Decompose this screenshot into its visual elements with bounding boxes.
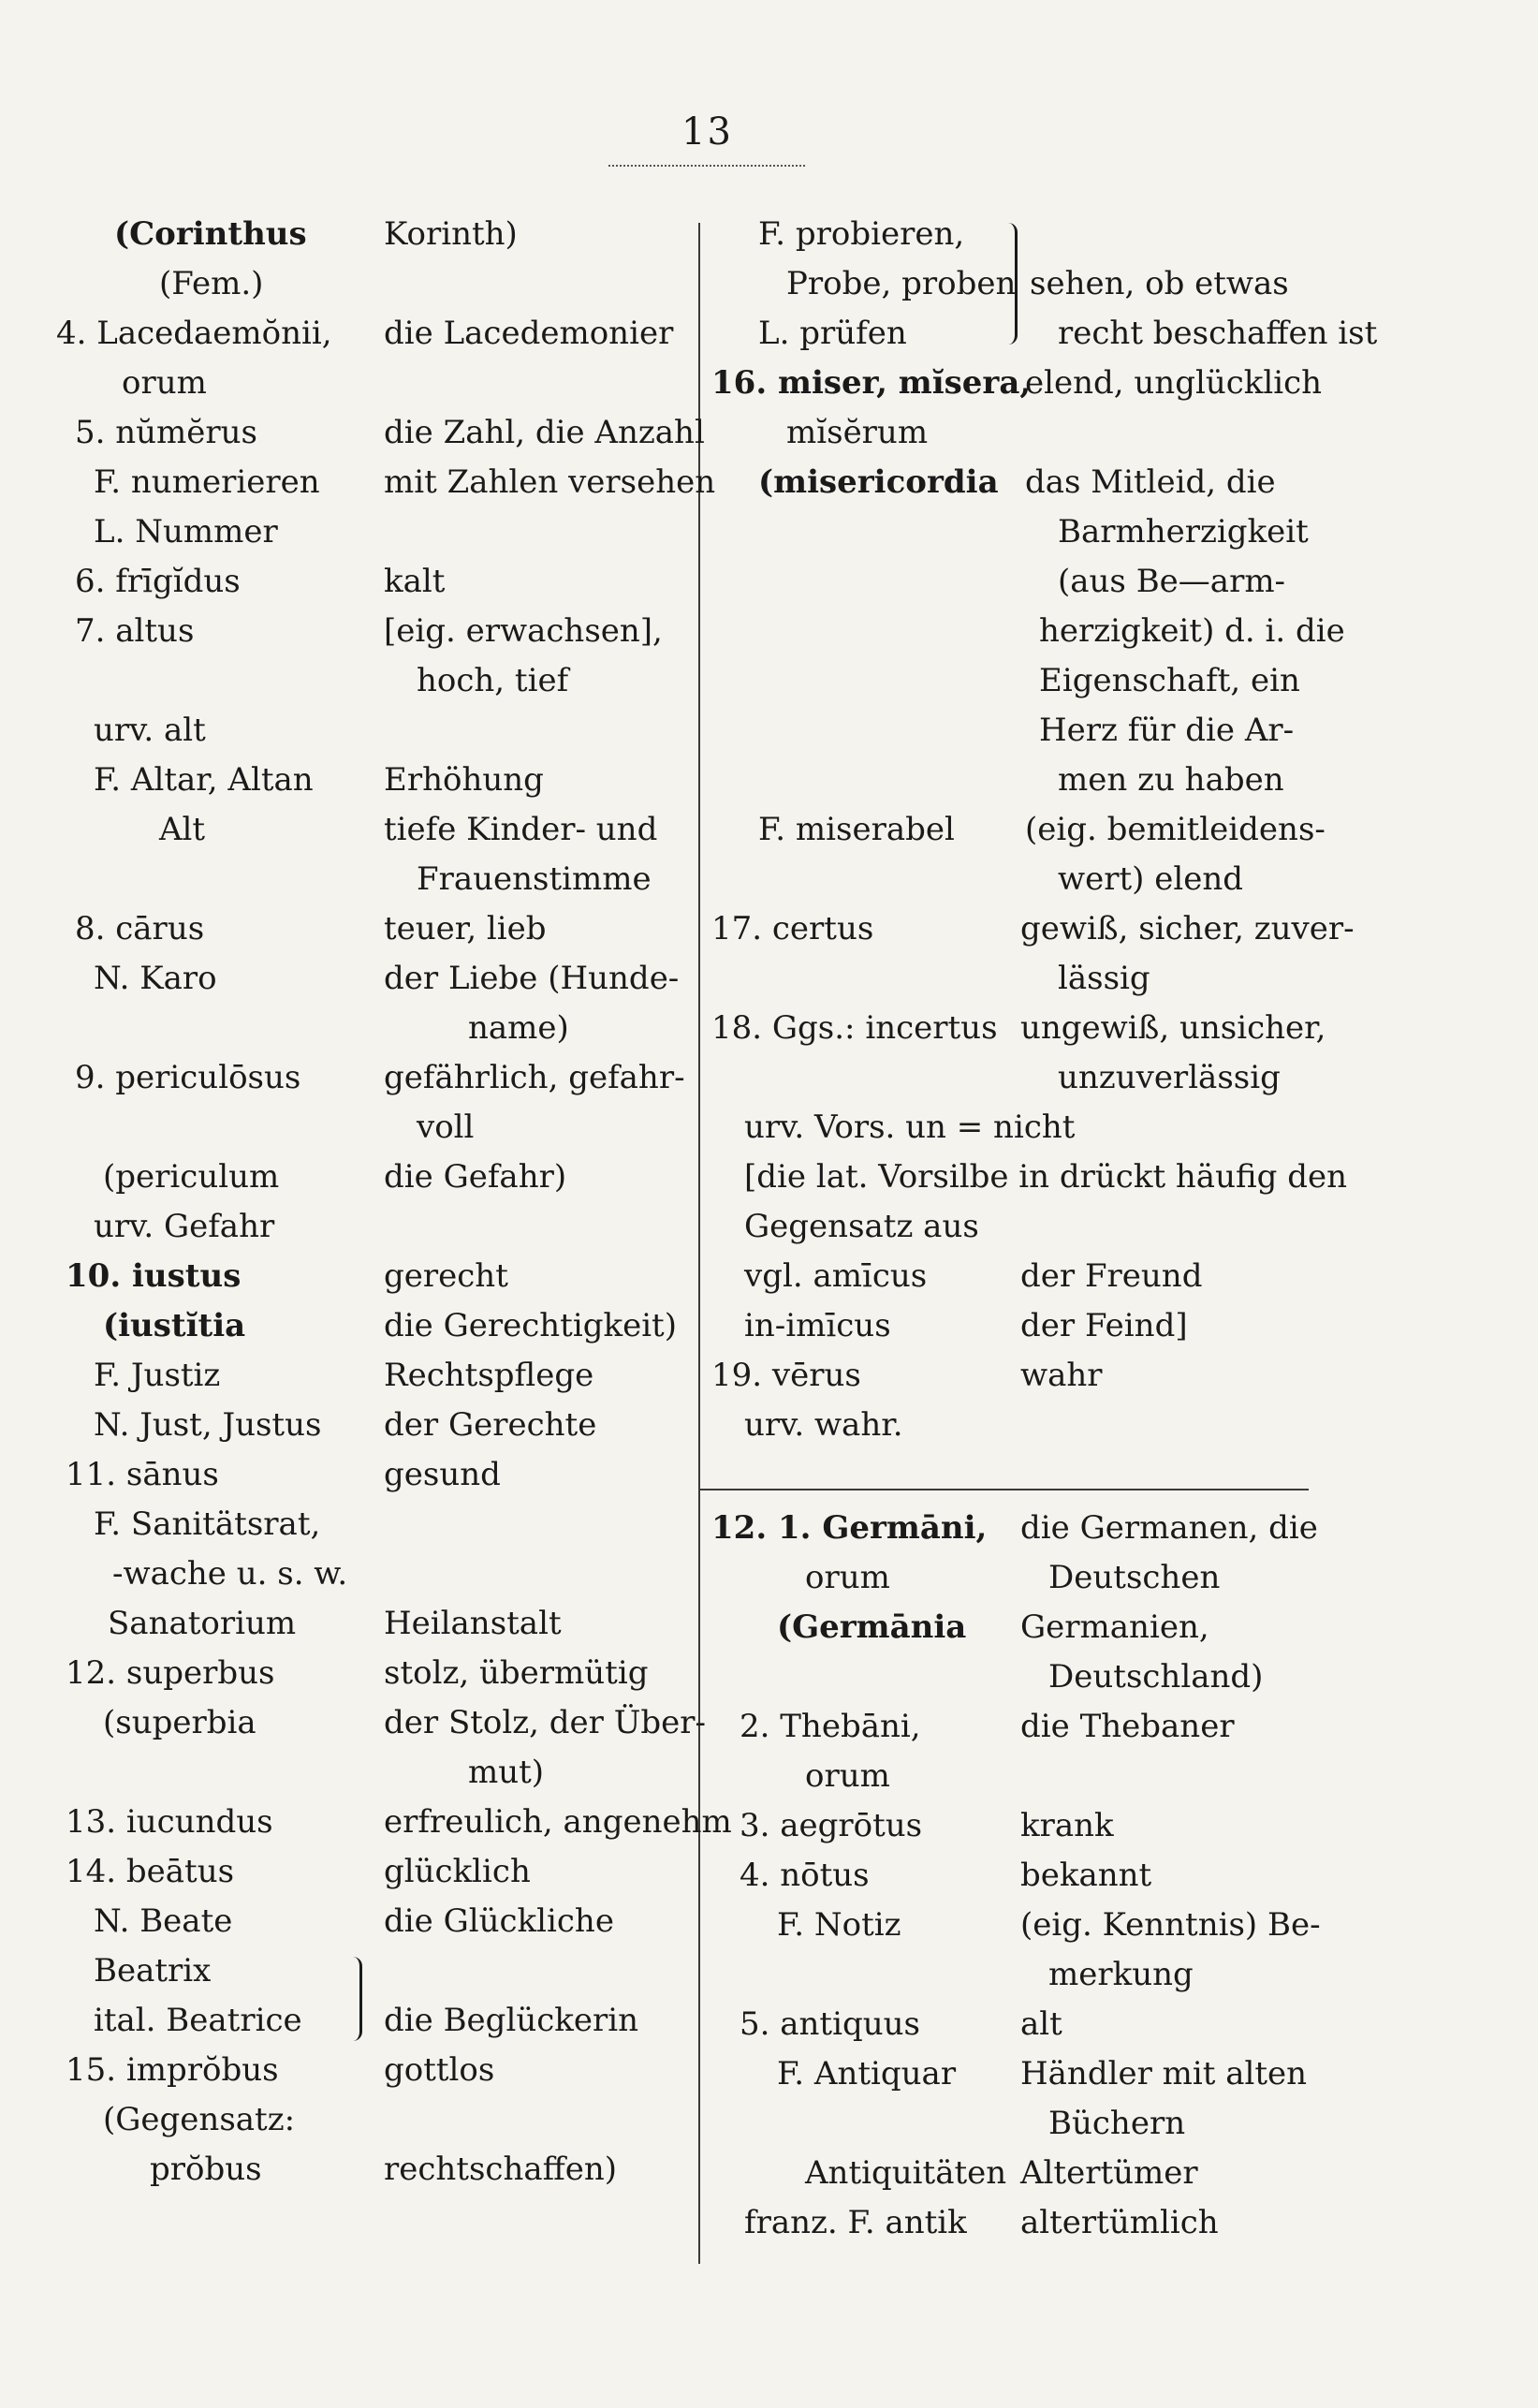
- right-entry-term: in-imīcus: [744, 1307, 891, 1344]
- left-entry-meaning: hoch, tief: [417, 662, 569, 699]
- left-entry-term: urv. alt: [94, 712, 206, 749]
- left-entry-meaning: Frauenstimme: [417, 860, 652, 898]
- right-entry-meaning: (eig. Kenntnis) Be-: [1020, 1906, 1321, 1944]
- right-entry-term: Antiquitäten: [805, 2154, 1007, 2192]
- left-entry-meaning: die Beglückerin: [384, 2002, 638, 2039]
- right-entry-term: (Germānia: [777, 1608, 967, 1646]
- right-entry-term: F. Notiz: [777, 1906, 901, 1944]
- left-entry-term: 10. iustus: [66, 1257, 242, 1295]
- left-entry-meaning: die Gerechtigkeit): [384, 1307, 677, 1344]
- left-entry-term: -wache u. s. w.: [112, 1555, 348, 1593]
- right-entry-term: 18. Ggs.: incertus: [711, 1009, 998, 1047]
- right-entry-meaning: lässig: [1058, 960, 1150, 997]
- left-entry-term: 9. periculōsus: [75, 1059, 301, 1096]
- left-entry-term: 6. frīgĭdus: [75, 563, 241, 600]
- left-entry-term: 4. Lacedaemŏnii,: [56, 315, 332, 352]
- left-entry-term: F. Sanitätsrat,: [94, 1505, 321, 1543]
- right-entry-term: 17. certus: [711, 910, 874, 947]
- left-entry-meaning: die Glückliche: [384, 1902, 614, 1940]
- left-entry-term: N. Beate: [94, 1902, 233, 1940]
- right-entry-meaning: Eigenschaft, ein: [1039, 662, 1300, 699]
- left-entry-term: F. Justiz: [94, 1357, 221, 1394]
- left-entry-meaning: die Zahl, die Anzahl: [384, 414, 705, 451]
- left-entry-term: (iustĭtia: [103, 1307, 246, 1344]
- left-entry-meaning: Korinth): [384, 215, 518, 253]
- left-entry-term: Sanatorium: [108, 1605, 297, 1642]
- left-entry-meaning: glücklich: [384, 1853, 531, 1890]
- left-entry-term: L. Nummer: [94, 513, 278, 551]
- right-entry-term: [die lat. Vorsilbe in drückt häufig den: [744, 1158, 1348, 1196]
- left-entry-meaning: der Stolz, der Über-: [384, 1704, 707, 1741]
- left-entry-term: (Corinthus: [114, 215, 307, 253]
- left-entry-meaning: gottlos: [384, 2051, 495, 2089]
- right-entry-meaning: krank: [1020, 1807, 1114, 1844]
- column-divider: [698, 223, 700, 2264]
- brace-beatrix: [346, 1957, 362, 2041]
- left-entry-term: urv. Gefahr: [94, 1208, 275, 1245]
- left-entry-meaning: der Liebe (Hunde-: [384, 960, 680, 997]
- left-entry-meaning: kalt: [384, 563, 446, 600]
- left-entry-term: 14. beātus: [66, 1853, 235, 1890]
- left-entry-term: F. Altar, Altan: [94, 761, 314, 799]
- left-entry-term: Alt: [159, 811, 206, 848]
- right-entry-meaning: sehen, ob etwas: [1030, 265, 1289, 302]
- left-entry-meaning: gesund: [384, 1456, 501, 1493]
- left-entry-term: 11. sānus: [66, 1456, 219, 1493]
- right-entry-term: 19. vērus: [711, 1357, 861, 1394]
- right-entry-term: 12. 1. Germāni,: [711, 1509, 988, 1547]
- left-entry-term: (Fem.): [159, 265, 264, 302]
- left-entry-meaning: teuer, lieb: [384, 910, 547, 947]
- left-entry-meaning: Rechtspflege: [384, 1357, 594, 1394]
- left-entry-meaning: die Gefahr): [384, 1158, 567, 1196]
- right-entry-meaning: herzigkeit) d. i. die: [1039, 612, 1345, 650]
- left-entry-term: N. Just, Justus: [94, 1406, 322, 1444]
- right-entry-meaning: das Mitleid, die: [1025, 463, 1276, 501]
- left-entry-meaning: mut): [468, 1754, 545, 1791]
- left-entry-term: prŏbus: [150, 2151, 262, 2188]
- left-entry-term: orum: [122, 364, 207, 402]
- right-entry-meaning: Büchern: [1048, 2105, 1186, 2142]
- right-entry-term: franz. F. antik: [744, 2204, 967, 2241]
- section-divider: [700, 1489, 1309, 1490]
- left-entry-term: ital. Beatrice: [94, 2002, 302, 2039]
- right-entry-term: urv. Vors. un = nicht: [744, 1109, 1076, 1146]
- right-entry-term: 5. antiquus: [740, 2005, 920, 2043]
- left-entry-meaning: stolz, übermütig: [384, 1654, 649, 1692]
- right-entry-meaning: die Germanen, die: [1020, 1509, 1318, 1547]
- right-entry-meaning: alt: [1020, 2005, 1062, 2043]
- right-entry-meaning: bekannt: [1020, 1857, 1152, 1894]
- right-entry-term: (misericordia: [758, 463, 999, 501]
- right-entry-meaning: Deutschland): [1048, 1658, 1264, 1696]
- right-entry-meaning: wahr: [1020, 1357, 1103, 1394]
- right-entry-term: mĭsĕrum: [786, 414, 929, 451]
- right-entry-term: orum: [805, 1559, 890, 1596]
- left-entry-meaning: tiefe Kinder- und: [384, 811, 658, 848]
- right-entry-term: 3. aegrōtus: [740, 1807, 923, 1844]
- page-number: 13: [681, 110, 733, 154]
- right-entry-term: urv. wahr.: [744, 1406, 903, 1444]
- right-entry-meaning: merkung: [1048, 1956, 1194, 1993]
- right-entry-meaning: ungewiß, unsicher,: [1020, 1009, 1326, 1047]
- left-entry-meaning: Heilanstalt: [384, 1605, 562, 1642]
- left-entry-term: (superbia: [103, 1704, 256, 1741]
- right-entry-term: 16. miser, mĭsera,: [711, 364, 1032, 402]
- page-number-rule: [608, 157, 805, 167]
- left-entry-meaning: der Gerechte: [384, 1406, 597, 1444]
- left-entry-term: 12. superbus: [66, 1654, 275, 1692]
- left-entry-meaning: erfreulich, angenehm: [384, 1803, 732, 1841]
- left-entry-meaning: voll: [417, 1109, 475, 1146]
- left-entry-meaning: Erhöhung: [384, 761, 544, 799]
- left-entry-meaning: name): [468, 1009, 569, 1047]
- right-entry-term: L. prüfen: [758, 315, 907, 352]
- right-entry-term: F. Antiquar: [777, 2055, 957, 2092]
- right-entry-meaning: der Freund: [1020, 1257, 1203, 1295]
- left-entry-term: Beatrix: [94, 1952, 212, 1990]
- left-entry-term: 7. altus: [75, 612, 195, 650]
- left-entry-meaning: gefährlich, gefahr-: [384, 1059, 685, 1096]
- right-entry-meaning: men zu haben: [1058, 761, 1284, 799]
- left-entry-meaning: mit Zahlen versehen: [384, 463, 716, 501]
- right-entry-meaning: wert) elend: [1058, 860, 1243, 898]
- left-entry-meaning: gerecht: [384, 1257, 508, 1295]
- left-entry-term: N. Karo: [94, 960, 217, 997]
- left-entry-meaning: rechtschaffen): [384, 2151, 618, 2188]
- left-entry-term: (Gegensatz:: [103, 2101, 296, 2138]
- right-entry-meaning: (eig. bemitleidens-: [1025, 811, 1326, 848]
- right-entry-meaning: Herz für die Ar-: [1039, 712, 1295, 749]
- left-entry-meaning: die Lacedemonier: [384, 315, 674, 352]
- right-entry-term: Probe, proben: [786, 265, 1017, 302]
- left-entry-term: F. numerieren: [94, 463, 320, 501]
- right-entry-meaning: die Thebaner: [1020, 1708, 1235, 1745]
- right-entry-term: vgl. amīcus: [744, 1257, 928, 1295]
- left-entry-term: 15. imprŏbus: [66, 2051, 279, 2089]
- right-entry-meaning: (aus Be—arm-: [1058, 563, 1286, 600]
- left-entry-term: 8. cārus: [75, 910, 205, 947]
- right-entry-meaning: unzuverlässig: [1058, 1059, 1281, 1096]
- right-entry-meaning: der Feind]: [1020, 1307, 1188, 1344]
- right-entry-meaning: Germanien,: [1020, 1608, 1209, 1646]
- right-entry-meaning: Barmherzigkeit: [1058, 513, 1309, 551]
- right-entry-term: 4. nōtus: [740, 1857, 870, 1894]
- left-entry-meaning: [eig. erwachsen],: [384, 612, 663, 650]
- right-entry-meaning: elend, unglücklich: [1025, 364, 1323, 402]
- left-entry-term: 13. iucundus: [66, 1803, 273, 1841]
- left-entry-term: 5. nŭmĕrus: [75, 414, 258, 451]
- right-entry-meaning: Händler mit alten: [1020, 2055, 1308, 2092]
- right-entry-meaning: gewiß, sicher, zuver-: [1020, 910, 1355, 947]
- right-entry-term: F. probieren,: [758, 215, 965, 253]
- right-entry-term: Gegensatz aus: [744, 1208, 979, 1245]
- right-entry-term: F. miserabel: [758, 811, 955, 848]
- right-entry-meaning: Altertümer: [1020, 2154, 1198, 2192]
- right-entry-term: orum: [805, 1757, 890, 1795]
- left-entry-term: (periculum: [103, 1158, 280, 1196]
- right-entry-term: 2. Thebāni,: [740, 1708, 921, 1745]
- right-entry-meaning: altertümlich: [1020, 2204, 1219, 2241]
- right-entry-meaning: recht beschaffen ist: [1058, 315, 1378, 352]
- right-entry-meaning: Deutschen: [1048, 1559, 1221, 1596]
